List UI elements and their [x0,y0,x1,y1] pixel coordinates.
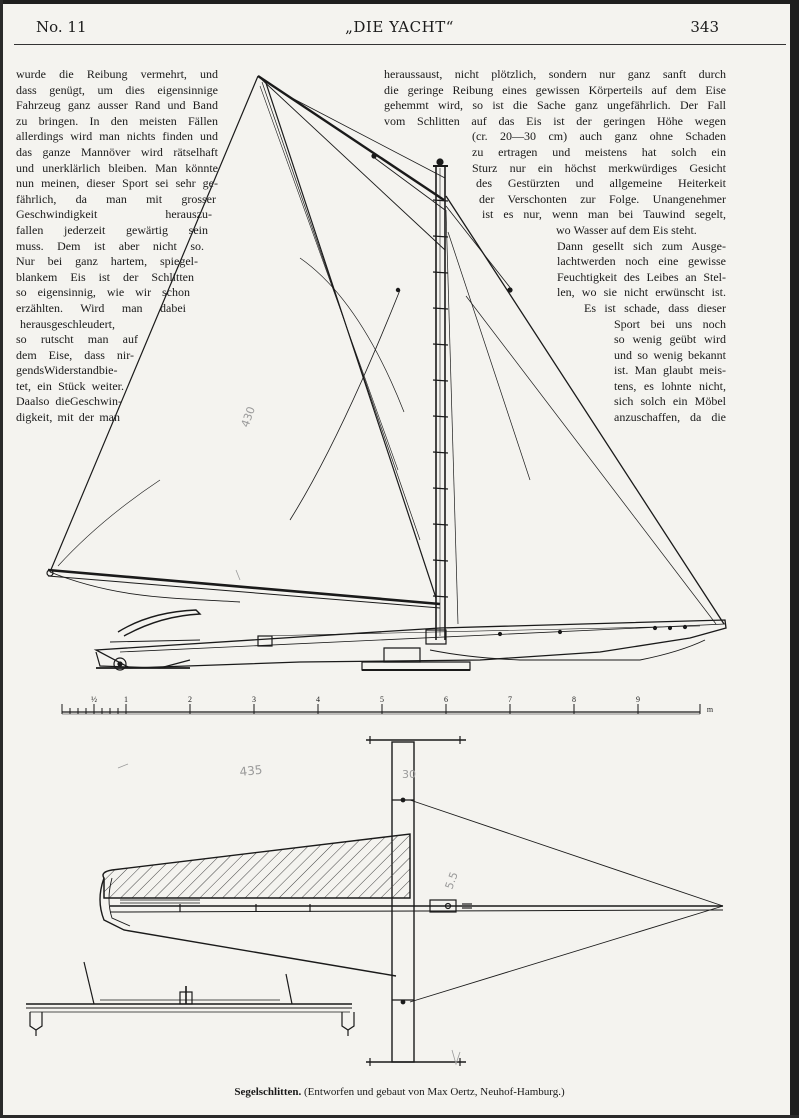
sail-plan [103,834,410,898]
caption-title: Segelschlitten. [234,1086,302,1098]
scale-label: 7 [508,695,512,704]
scale-label: 6 [444,695,448,704]
scale-bar [62,704,700,714]
pencil-note: 435 [238,762,264,779]
figure-caption [0,1086,799,1098]
keel [430,640,705,660]
scale-label: 5 [380,695,384,704]
scale-label: 8 [572,695,576,704]
rudder-detail [26,962,354,1036]
journal-title: „DIE YACHT“ [345,18,454,36]
backbone [110,900,723,912]
scale-label: 1 [124,695,128,704]
caption-text: (Entworfen und gebaut von Max Oertz, Neuhof-Hamburg.) [304,1086,565,1098]
scale-label: ½ [91,695,97,704]
bow-stays [410,800,723,1002]
scale-label: 4 [316,695,320,704]
pencil-note: 30 [402,768,416,781]
scale-label: 2 [188,695,192,704]
right-top-text: heraussaust, nicht plötzlich, sondern nur ganz sanft durch die geringe Reibung eines gewissen Körperteils auf dem Eise gehemmt wird, so ist die Sache ganz ungefährlich. Der Fall vom Schlitten auf das Eis ist der geringen Höhe wegen [384,67,726,128]
pencil-note: 5.5 [442,870,461,892]
issue-number: No. 11 [36,18,87,36]
scale-unit: m [706,705,714,714]
plan-view [26,736,723,1066]
pencil-annotations [239,405,461,891]
scale-label: 3 [252,695,256,704]
right-column-text: (cr. 20—30 cm) auch ganz ohne Schaden zu ertragen und meistens hat solch ein Sturz nur ein höchst merkwürdiges Gesicht des Gestürzten und allgemeine Heiterkeit der Verschonten zur Folge. Unangenehmer ist es nur, wenn man bei Tauwind segelt, wo Wasser auf dem Eis steht. Dann gesellt sich zum Ausge- lachtwerden noch eine gewisse Feuchtigkeit des Leibes an Stel- len, wo sie nicht erwünscht ist. Es ist schade, dass dieser Sport bei uns noch so wenig geübt wird und so wenig bekannt ist. Man glaubt meis- tens, es lohnte nicht, sich solch ein Möbel anzuschaffen, da die [472,129,726,425]
page-number: 343 [690,18,719,36]
scale-label: 9 [636,695,640,704]
runner [362,648,470,670]
left-column-text: wurde die Reibung vermehrt, und dass genügt, um dies eigensinnige Fahrzeug ganz ausser Rand und Band zu bringen. In den meisten Fällen allerdings wird man nichts finden und das ganze Mannöver wird rätselhaft und unerklärlich bleiben. Man könnte nun meinen, dieser Sport sei sehr ge- fährlich, da man mit grosser Geschwindigkeit herauszu- fallen jederzeit gewärtig sein muss. Dem ist aber nicht so. Nur bei ganz hartem, spiegel- blankem Eis ist der Schlitten so eigensinnig, wie wir schon erzählten. Wird man dabei herausgeschleudert, so rutscht man auf dem Eise, dass nir- gendsWiderstandbie- tet, ein Stück weiter. Daalso dieGeschwin- digkeit, mit der man [16,67,218,425]
runner-plank [366,736,466,1066]
hull [96,620,726,668]
pencil-note: 430 [238,404,259,430]
scale-bar-labels [91,695,714,714]
